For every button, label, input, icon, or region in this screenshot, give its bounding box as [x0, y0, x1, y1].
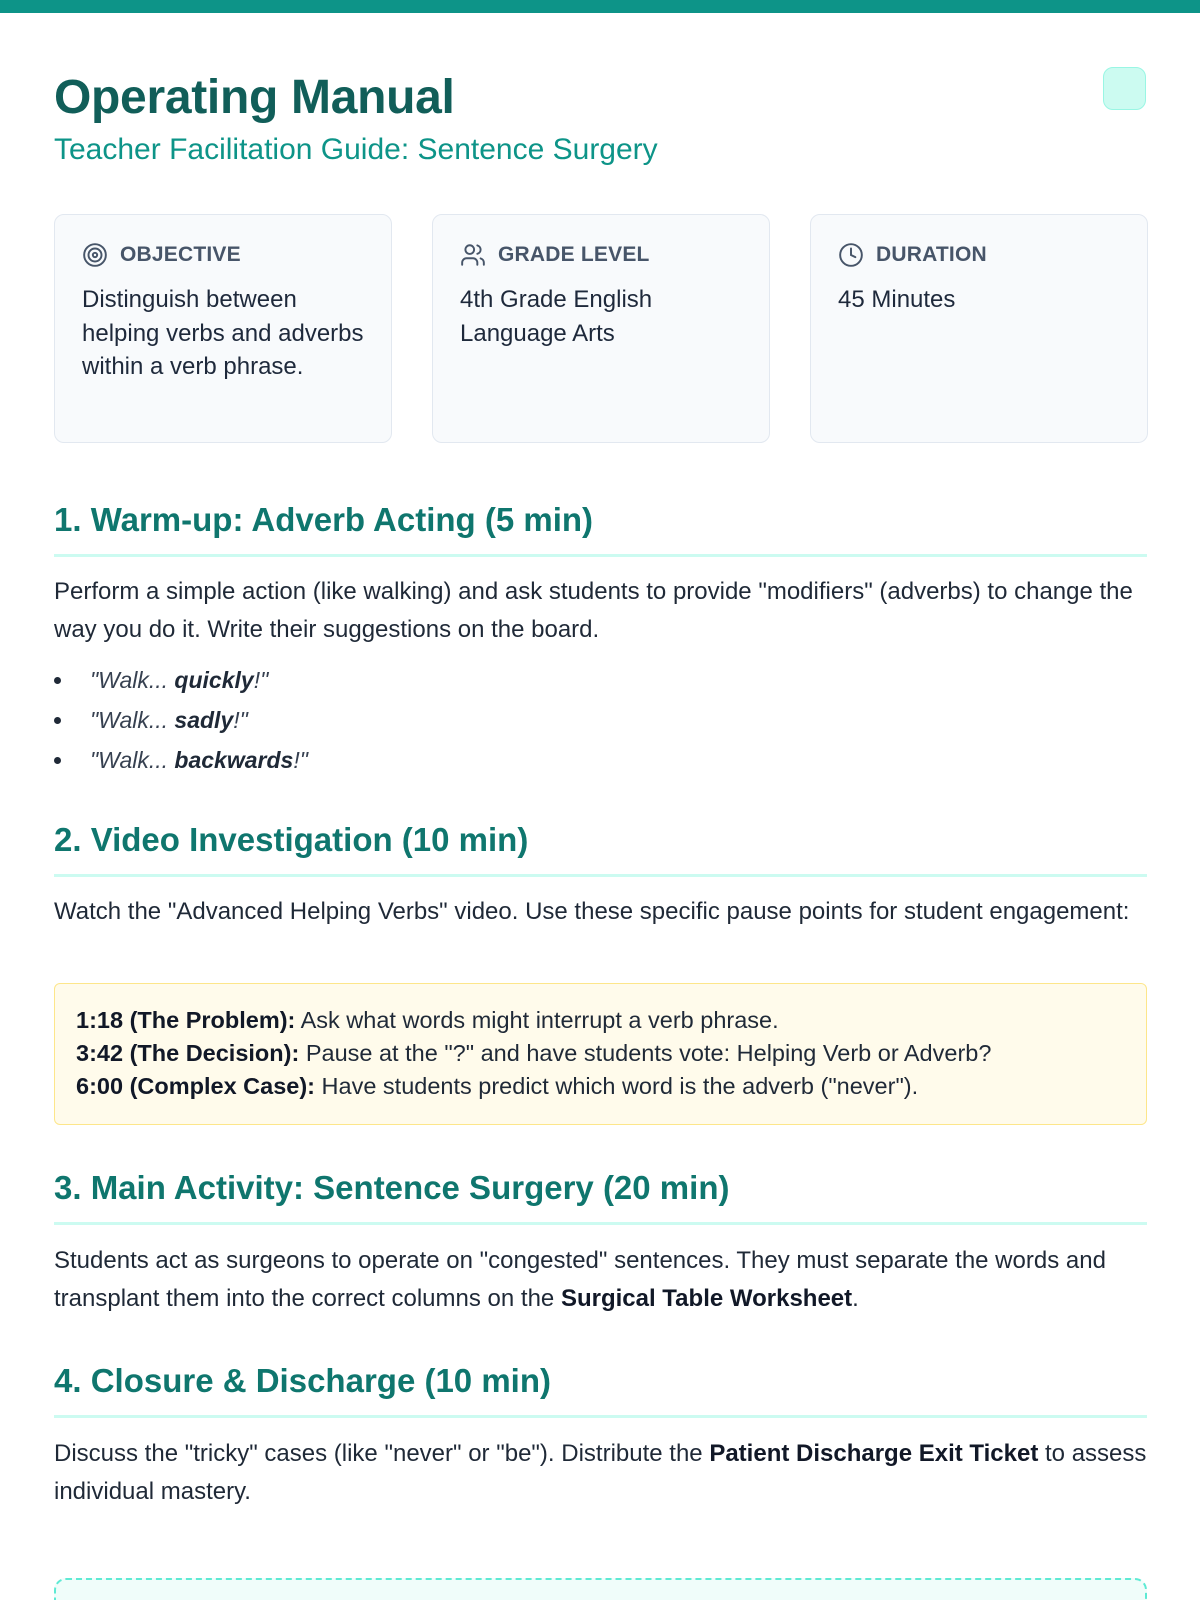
main-activity-body: Students act as surgeons to operate on "congested" sentences. They must separate the words and transplant them into the correct columns on the Surgical Table Worksheet.	[54, 1247, 1106, 1312]
objective-card	[54, 214, 392, 443]
page-subtitle: Teacher Facilitation Guide: Sentence Surgery	[54, 133, 658, 166]
objective-text: Distinguish between helping verbs and adverbs within a verb phrase.	[82, 286, 364, 380]
dashed-callout-box	[54, 1578, 1147, 1600]
section-title-main-activity: 3. Main Activity: Sentence Surgery (20 min)	[54, 1166, 1147, 1225]
warmup-body: Perform a simple action (like walking) and ask students to provide "modifiers" (adverbs) to change the way you do it. Write their suggestions on the board.	[54, 578, 1133, 643]
header-badge	[1103, 67, 1146, 110]
list-item: "Walk... backwards!"	[54, 742, 854, 782]
warmup-examples	[54, 662, 854, 782]
objective-label: OBJECTIVE	[120, 243, 241, 266]
video-body: Watch the "Advanced Helping Verbs" video. Use these specific pause points for student engagement:	[54, 898, 1130, 925]
pause-points-callout	[54, 983, 1147, 1125]
page-header	[54, 66, 1146, 176]
exit-ticket-name: Patient Discharge Exit Ticket	[709, 1440, 1039, 1467]
pause-point: 3:42 (The Decision): Pause at the "?" and have students vote: Helping Verb or Adverb?	[76, 1040, 992, 1066]
grade-level-label: GRADE LEVEL	[498, 243, 650, 266]
duration-label: DURATION	[876, 243, 987, 266]
closure-body: Discuss the "tricky" cases (like "never" or "be"). Distribute the Patient Discharge Exit Ticket to assess individual mastery.	[54, 1440, 1147, 1505]
duration-card	[810, 214, 1148, 443]
pause-point: 1:18 (The Problem): Ask what words might interrupt a verb phrase.	[76, 1007, 779, 1033]
grade-level-text: 4th Grade English Language Arts	[460, 286, 653, 347]
target-icon	[82, 242, 108, 268]
page-title: Operating Manual	[54, 71, 455, 124]
top-accent-bar	[0, 0, 1200, 13]
worksheet-name: Surgical Table Worksheet	[560, 1284, 853, 1312]
clock-icon	[838, 242, 864, 268]
duration-text: 45 Minutes	[838, 286, 956, 313]
users-icon	[460, 242, 486, 268]
section-title-closure: 4. Closure & Discharge (10 min)	[54, 1359, 1147, 1418]
list-item: "Walk... sadly!"	[54, 702, 854, 742]
list-item: "Walk... quickly!"	[54, 662, 854, 702]
grade-level-card	[432, 214, 770, 443]
section-title-warmup: 1. Warm-up: Adverb Acting (5 min)	[54, 498, 1147, 557]
section-title-video: 2. Video Investigation (10 min)	[54, 818, 1147, 877]
pause-point: 6:00 (Complex Case): Have students predict which word is the adverb ("never").	[76, 1073, 919, 1099]
info-cards	[54, 214, 1148, 444]
